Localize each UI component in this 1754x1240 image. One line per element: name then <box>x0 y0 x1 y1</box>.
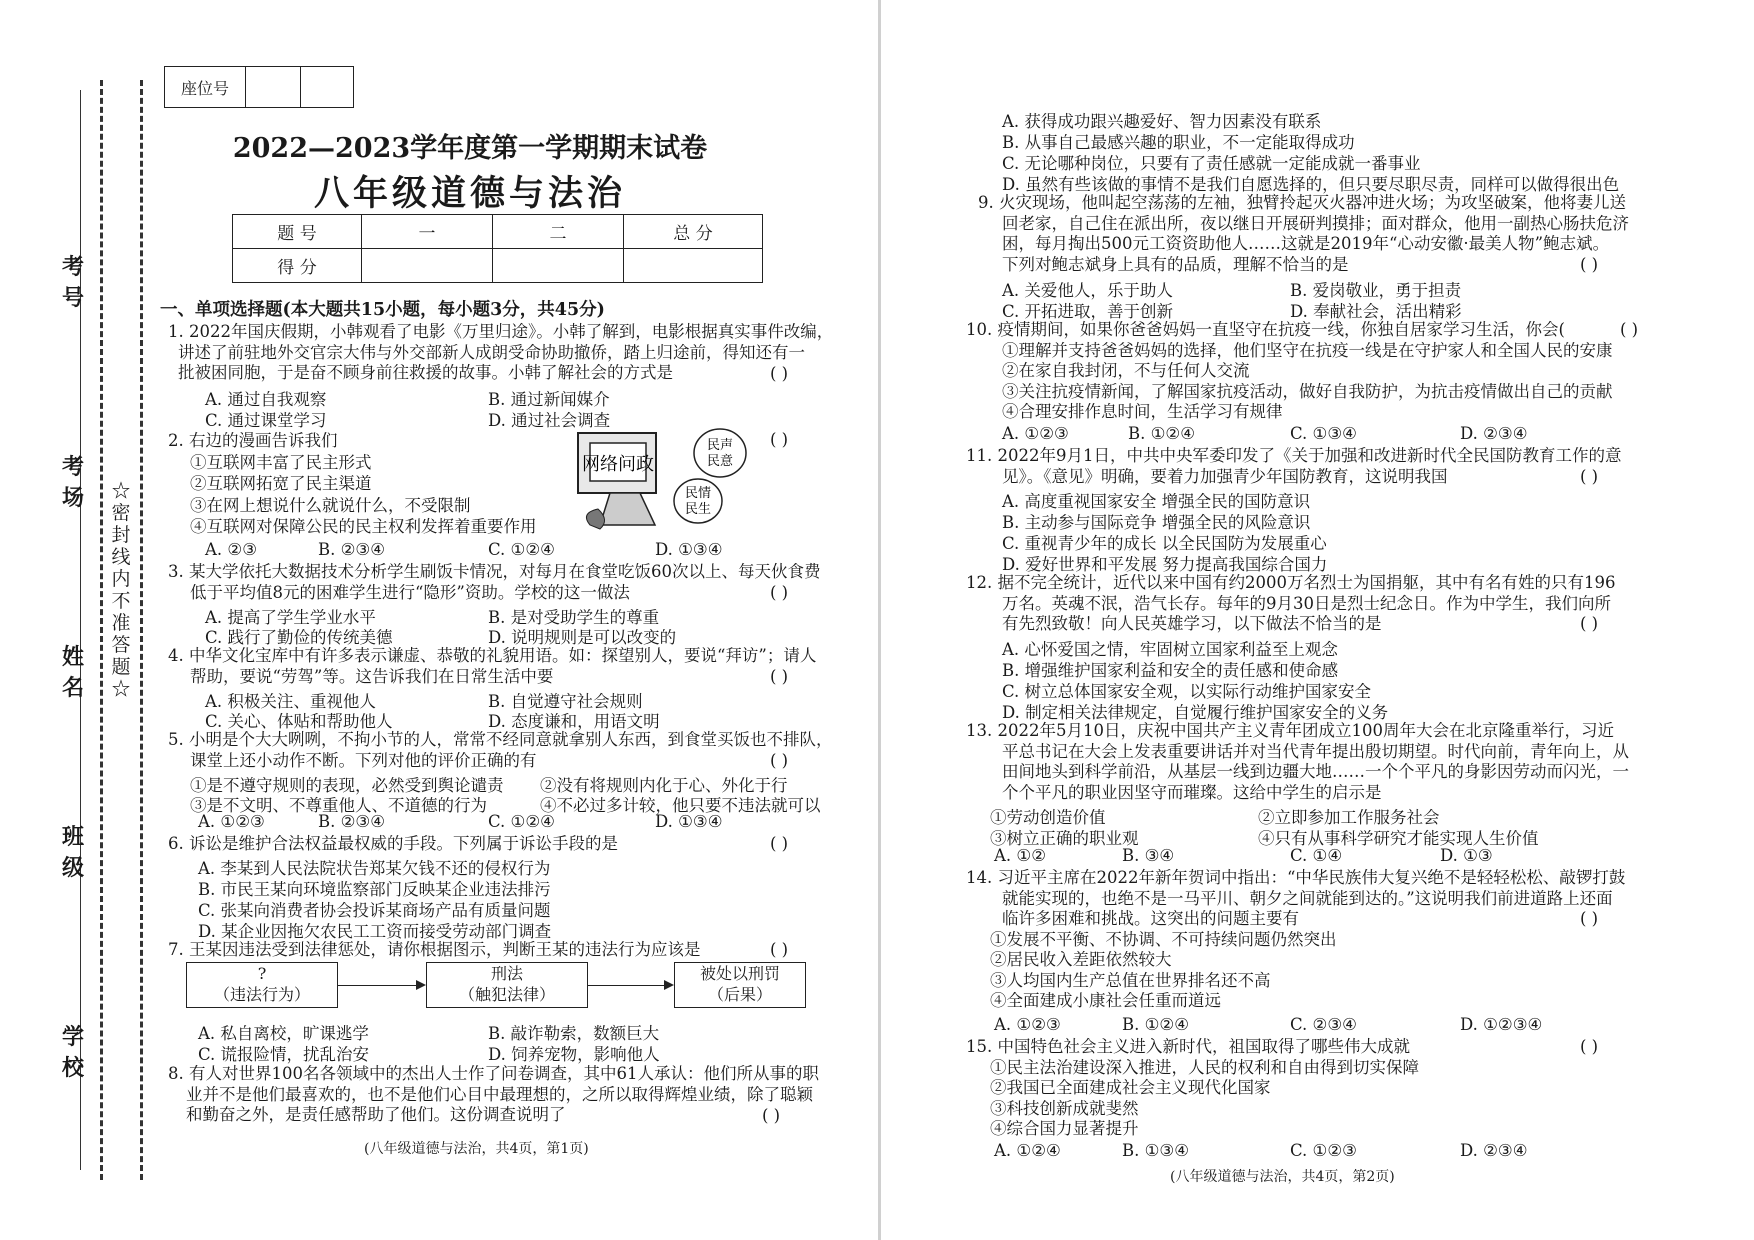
q8-option-b[interactable]: B. 从事自己最感兴趣的职业，不一定能取得成功 <box>1002 133 1355 152</box>
q5-option-d[interactable]: D. ①③④ <box>655 812 723 831</box>
answer-paren-4[interactable]: ( ) <box>770 667 789 686</box>
seal-line-1 <box>100 80 103 1180</box>
q14-item: ③人均国内生产总值在世界排名还不高 <box>990 970 1271 990</box>
q1-line: 讲述了前驻地外交官宗大伟与外交部新人成朗受命协助撤侨，踏上归途前，得知还有一 <box>178 342 805 362</box>
question-4 <box>168 646 816 687</box>
flow-box-behavior <box>186 962 338 1008</box>
answer-paren-14[interactable]: ( ) <box>1580 909 1599 928</box>
q10-option-a[interactable]: A. ①②③ <box>1002 424 1069 443</box>
answer-paren-11[interactable]: ( ) <box>1580 467 1599 486</box>
right-page <box>880 0 1754 1240</box>
answer-paren-12[interactable]: ( ) <box>1580 614 1599 633</box>
q12-line: 12. 据不完全统计，近代以来中国有约2000万名烈士为国捐躯，其中有名有姓的只有196 <box>966 573 1616 592</box>
q11-option-d[interactable]: D. 爱好世界和平发展 努力提高我国综合国力 <box>1002 555 1328 574</box>
q15-item: ①民主法治建设深入推进，人民的权利和自由得到切实保障 <box>990 1057 1419 1077</box>
q6-option-d[interactable]: D. 某企业因拖欠农民工工资而接受劳动部门调查 <box>198 922 552 941</box>
q14-item: ④全面建成小康社会任重而道远 <box>990 991 1221 1010</box>
question-9 <box>978 193 1629 275</box>
q14-option-c[interactable]: C. ②③④ <box>1290 1015 1357 1034</box>
q5-line: 5. 小明是个大大咧咧，不拘小节的人，常常不经同意就拿别人东西，到食堂买饭也不排队， <box>168 730 833 749</box>
subject-title: 八年级道德与法治 <box>313 173 626 214</box>
q7-option-b[interactable]: B. 敲诈勒索，数额巨大 <box>488 1024 660 1043</box>
score-cell-1[interactable] <box>362 249 493 283</box>
seal-line-2 <box>140 80 143 1180</box>
q1-option-a[interactable]: A. 通过自我观察 <box>205 390 327 409</box>
flow-arrow-1 <box>338 985 424 986</box>
q3-line: 3. 某大学依托大数据技术分析学生刷饭卡情况，对每月在食堂吃饭60次以上、每天伙食费 <box>168 562 821 581</box>
q14-item: ①发展不平衡、不协调、不可持续问题仍然突出 <box>990 929 1337 949</box>
q12-option-d[interactable]: D. 制定相关法律规定，自觉履行维护国家安全的义务 <box>1002 703 1389 722</box>
kaochang-label: 考场 <box>62 454 85 511</box>
answer-paren-10[interactable]: ( ) <box>1620 320 1639 339</box>
q15-item: ③科技创新成就斐然 <box>990 1098 1139 1118</box>
q2-item: ②互联网拓宽了民主渠道 <box>190 474 372 493</box>
q7-option-c[interactable]: C. 谎报险情，扰乱治安 <box>198 1045 370 1064</box>
page-footer-right: (八年级道德与法治，共4页，第2页) <box>1170 1169 1395 1185</box>
question-2 <box>168 430 537 538</box>
question-15 <box>966 1037 1419 1140</box>
score-header-2: 二 <box>493 215 624 249</box>
seat-cell-2[interactable] <box>301 67 354 108</box>
flow-box-1-bottom: （违法行为） <box>213 985 310 1004</box>
cartoon-screen-text: 网络问政 <box>582 454 654 475</box>
answer-paren-8[interactable]: ( ) <box>762 1106 781 1125</box>
score-header-1: 一 <box>362 215 493 249</box>
q7-line: 7. 王某因违法受到法律惩处，请你根据图示，判断王某的违法行为应该是 <box>168 940 701 959</box>
flow-box-2-bottom: （触犯法律） <box>458 985 555 1004</box>
q4-option-c[interactable]: C. 关心、体贴和帮助他人 <box>205 712 393 731</box>
q9-option-d[interactable]: D. 奉献社会，活出精彩 <box>1290 302 1462 321</box>
answer-paren-7[interactable]: ( ) <box>770 940 789 959</box>
q1-option-d[interactable]: D. 通过社会调查 <box>488 411 611 430</box>
question-8 <box>168 1064 819 1126</box>
q9-option-b[interactable]: B. 爱岗敬业，勇于担责 <box>1290 281 1462 300</box>
q10-item: ④合理安排作息时间，生活学习有规律 <box>1002 402 1283 421</box>
q10-item: ③关注抗疫情新闻，了解国家抗疫活动，做好自我防护，为抗击疫情做出自己的贡献 <box>1002 381 1613 401</box>
question-5 <box>168 730 833 771</box>
score-cell-2[interactable] <box>493 249 624 283</box>
q14-option-d[interactable]: D. ①②③④ <box>1460 1015 1543 1034</box>
q10-option-b[interactable]: B. ①②④ <box>1128 424 1195 443</box>
question-10 <box>966 320 1613 423</box>
q7-option-a[interactable]: A. 私自离校，旷课逃学 <box>198 1024 369 1043</box>
q2-item: ④互联网对保障公民的民主权利发挥着重要作用 <box>190 517 537 536</box>
q2-item: ③在网上想说什么就说什么，不受限制 <box>190 495 471 515</box>
q13-line: 平总书记在大会上发表重要讲话并对当代青年提出殷切期望。时代向前，青年向上，从 <box>1002 741 1629 761</box>
q6-line: 6. 诉讼是维护合法权益最权威的手段。下列属于诉讼手段的是 <box>168 834 618 853</box>
q14-item: ②居民收入差距依然较大 <box>990 950 1172 969</box>
q2-option-a[interactable]: A. ②③ <box>205 540 257 559</box>
q14-line: 就能实现的，也绝不是一马平川、朝夕之间就能到达的。”这说明我们前进道路上还面 <box>1002 888 1613 908</box>
q12-option-a[interactable]: A. 心怀爱国之情，牢固树立国家利益至上观念 <box>1002 640 1338 659</box>
q14-option-a[interactable]: A. ①②③ <box>994 1015 1061 1034</box>
flow-box-3-top: 被处以刑罚 <box>699 964 780 983</box>
q8-option-a[interactable]: A. 获得成功跟兴趣爱好、智力因素没有联系 <box>1002 112 1322 131</box>
q15-item: ④综合国力显著提升 <box>990 1119 1139 1138</box>
seal-notice: ☆密封线内不准答题☆ <box>111 480 131 700</box>
q12-line: 有先烈致敬！向人民英雄学习，以下做法不恰当的是 <box>1002 614 1382 633</box>
q9-option-a[interactable]: A. 关爱他人，乐于助人 <box>1002 281 1173 300</box>
q3-option-a[interactable]: A. 提高了学生学业水平 <box>205 608 376 627</box>
q2-line: 2. 右边的漫画告诉我们 <box>168 431 338 450</box>
q5-item-4: ④不必过多计较，他只要不违法就可以 <box>540 796 821 815</box>
binding-strip <box>0 0 150 1240</box>
q1-line: 1. 2022年国庆假期，小韩观看了电影《万里归途》。小韩了解到，电影根据真实事件改编， <box>168 322 834 341</box>
q13-line: 13. 2022年5月10日，庆祝中国共产主义青年团成立100周年大会在北京隆重举行，习近 <box>966 721 1614 740</box>
q11-option-b[interactable]: B. 主动参与国际竞争 增强全民的风险意识 <box>1002 513 1311 532</box>
q13-option-a[interactable]: A. ①② <box>994 846 1046 865</box>
score-header-label: 题 号 <box>233 215 362 249</box>
q5-option-c[interactable]: C. ①②④ <box>488 812 555 831</box>
q1-option-c[interactable]: C. 通过课堂学习 <box>205 411 327 430</box>
page-footer-left: (八年级道德与法治，共4页，第1页) <box>364 1141 589 1157</box>
q5-item-2: ②没有将规则内化于心、外化于行 <box>540 776 788 795</box>
q5-option-b[interactable]: B. ②③④ <box>318 812 385 831</box>
flow-arrow-2 <box>588 985 672 986</box>
answer-paren-5[interactable]: ( ) <box>770 751 789 770</box>
score-header-total: 总 分 <box>624 215 763 249</box>
q13-item-1: ①劳动创造价值 <box>990 808 1106 827</box>
q3-option-c[interactable]: C. 践行了勤俭的传统美德 <box>205 628 393 647</box>
cartoon-image <box>570 425 750 535</box>
q14-line: 14. 习近平主席在2022年新年贺词中指出：“中华民族伟大复兴绝不是轻轻松松、敲锣打鼓 <box>966 868 1626 887</box>
q12-option-c[interactable]: C. 树立总体国家安全观，以实际行动维护国家安全 <box>1002 682 1372 701</box>
q15-item: ②我国已全面建成社会主义现代化国家 <box>990 1078 1271 1097</box>
q2-option-b[interactable]: B. ②③④ <box>318 540 385 559</box>
q15-option-c[interactable]: C. ①②③ <box>1290 1141 1357 1160</box>
cartoon-bubble-2b: 民生 <box>684 502 712 517</box>
q4-option-b[interactable]: B. 自觉遵守社会规则 <box>488 692 643 711</box>
question-3 <box>168 562 820 603</box>
q7-option-d[interactable]: D. 饲养宠物，影响他人 <box>488 1045 660 1064</box>
q3-option-d[interactable]: D. 说明规则是可以改变的 <box>488 628 677 647</box>
q5-option-a[interactable]: A. ①②③ <box>198 812 265 831</box>
q10-item: ②在家自我封闭，不与任何人交流 <box>1002 361 1250 380</box>
q14-line: 临许多困难和挑战。这突出的问题主要有 <box>1002 909 1299 928</box>
xuexiao-label: 学校 <box>62 1024 85 1081</box>
flow-box-law <box>426 962 588 1008</box>
q13-option-b[interactable]: B. ③④ <box>1122 846 1175 865</box>
q6-option-c[interactable]: C. 张某向消费者协会投诉某商场产品有质量问题 <box>198 901 551 920</box>
q1-option-b[interactable]: B. 通过新闻媒介 <box>488 390 610 409</box>
q15-line: 15. 中国特色社会主义进入新时代，祖国取得了哪些伟大成就 <box>966 1037 1410 1056</box>
q10-option-d[interactable]: D. ②③④ <box>1460 424 1528 443</box>
q8-option-c[interactable]: C. 无论哪种岗位，只要有了责任感就一定能成就一番事业 <box>1002 154 1421 173</box>
question-1 <box>168 322 833 384</box>
q13-item-2: ②立即参加工作服务社会 <box>1258 808 1440 827</box>
q9-line: 困，每月掏出500元工资资助他人……这就是2019年“心动安徽·最美人物”鲍志斌。 <box>1002 234 1610 253</box>
q11-line: 11. 2022年9月1日，中共中央军委印发了《关于加强和改进新时代全民国防教育工作的意 <box>966 446 1622 465</box>
q8-line: 8. 有人对世界100名各领域中的杰出人士作了问卷调查，其中61人承认：他们所从事的职 <box>168 1064 819 1083</box>
flow-box-1-top: ? <box>257 964 267 983</box>
q13-item-3: ③树立正确的职业观 <box>990 829 1139 848</box>
q2-item: ①互联网丰富了民主形式 <box>190 452 372 472</box>
question-12 <box>966 573 1615 635</box>
answer-paren-9[interactable]: ( ) <box>1580 255 1599 274</box>
q10-item: ①理解并支持爸爸妈妈的选择，他们坚守在抗疫一线是在守护家人和全国人民的安康 <box>1002 340 1613 360</box>
q4-option-d[interactable]: D. 态度谦和，用语文明 <box>488 712 660 731</box>
score-cell-total[interactable] <box>624 249 763 283</box>
question-14 <box>966 868 1625 1012</box>
q8-option-d[interactable]: D. 虽然有些该做的事情不是我们自愿选择的，但只要尽职尽责，同样可以做得很出色 <box>1002 175 1620 194</box>
q13-line: 个个平凡的职业因坚守而璀璨。这给中学生的启示是 <box>1002 782 1382 802</box>
q2-option-c[interactable]: C. ①②④ <box>488 540 555 559</box>
seat-cell-1[interactable] <box>246 67 301 108</box>
q8-line: 和勤奋之外，是责任感帮助了他们。这份调查说明了 <box>186 1105 566 1124</box>
seat-number-box <box>164 66 354 108</box>
q9-line: 回老家，自己住在派出所，夜以继日开展研判摸排；面对群众，他用一副热心肠扶危济 <box>1002 213 1629 233</box>
q5-item-3: ③是不文明、不尊重他人、不道德的行为 <box>190 796 487 815</box>
q11-option-a[interactable]: A. 高度重视国家安全 增强全民的国防意识 <box>1002 492 1311 511</box>
q2-option-d[interactable]: D. ①③④ <box>655 540 723 559</box>
answer-paren-1[interactable]: ( ) <box>770 364 789 383</box>
q14-option-b[interactable]: B. ①②④ <box>1122 1015 1189 1034</box>
cartoon-bubble-1b: 民意 <box>706 454 734 469</box>
q15-option-a[interactable]: A. ①②④ <box>994 1141 1061 1160</box>
answer-paren-15[interactable]: ( ) <box>1580 1037 1599 1056</box>
section-heading: 一、单项选择题(本大题共15小题，每小题3分，共45分) <box>160 300 605 320</box>
q4-line: 帮助，要说“劳驾”等。这告诉我们在日常生活中要 <box>190 666 554 686</box>
q13-line: 田间地头到科学前沿，从基层一线到边疆大地……一个个平凡的身影因劳动而闪光，一 <box>1002 762 1629 781</box>
cartoon-bubble-2a: 民情 <box>684 486 712 501</box>
cartoon-bubble-1a: 民声 <box>706 438 734 453</box>
flow-box-2-top: 刑法 <box>490 964 523 983</box>
q13-item-4: ④只有从事科学研究才能实现人生价值 <box>1258 829 1539 848</box>
kaohao-label: 考号 <box>62 254 85 311</box>
q12-option-b[interactable]: B. 增强维护国家利益和安全的责任感和使命感 <box>1002 661 1339 680</box>
q5-item-1: ①是不遵守规则的表现，必然受到舆论谴责 <box>190 776 504 795</box>
q13-option-d[interactable]: D. ①③ <box>1440 846 1493 865</box>
q4-line: 4. 中华文化宝库中有许多表示谦虚、恭敬的礼貌用语。如：探望别人，要说“拜访”；请人 <box>168 646 817 665</box>
xingming-label: 姓名 <box>62 644 85 701</box>
answer-paren-2[interactable]: ( ) <box>770 430 789 449</box>
q3-line: 低于平均值8元的困难学生进行“隐形”资助。学校的这一做法 <box>190 582 630 602</box>
q6-option-a[interactable]: A. 李某到人民法院状告郑某欠钱不还的侵权行为 <box>198 859 551 878</box>
answer-paren-3[interactable]: ( ) <box>770 583 789 602</box>
exam-title: 2022—2023学年度第一学期期末试卷 <box>232 133 708 164</box>
q11-line: 见》。《意见》明确，要着力加强青少年国防教育，这说明我国 <box>1002 466 1448 486</box>
banji-label: 班级 <box>62 824 85 881</box>
q9-line: 9. 火灾现场，他叫起空荡荡的左袖，独臂拎起灭火器冲进火场；为攻坚破案，他将妻儿送 <box>978 193 1626 212</box>
flow-box-result <box>674 962 806 1008</box>
flow-box-3-bottom: （后果） <box>707 985 772 1004</box>
q9-option-c[interactable]: C. 开拓进取，善于创新 <box>1002 302 1174 321</box>
q12-line: 万名。英魂不泯，浩气长存。每年的9月30日是烈士纪念日。作为中学生，我们向所 <box>1002 593 1611 613</box>
seat-label: 座位号 <box>165 67 246 108</box>
q5-line: 课堂上还小动作不断。下列对他的评价正确的有 <box>190 750 537 770</box>
q13-option-c[interactable]: C. ①④ <box>1290 846 1343 865</box>
q9-line: 下列对鲍志斌身上具有的品质，理解不恰当的是 <box>1002 254 1349 274</box>
q10-option-c[interactable]: C. ①③④ <box>1290 424 1357 443</box>
question-11 <box>966 446 1621 487</box>
q1-line: 批被困同胞，于是奋不顾身前往救援的故事。小韩了解社会的方式是 <box>178 363 673 382</box>
q6-option-b[interactable]: B. 市民王某向环境监察部门反映某企业违法排污 <box>198 880 551 899</box>
q4-option-a[interactable]: A. 积极关注、重视他人 <box>205 692 376 711</box>
question-6 <box>168 834 618 855</box>
answer-paren-6[interactable]: ( ) <box>770 834 789 853</box>
q15-option-d[interactable]: D. ②③④ <box>1460 1141 1528 1160</box>
score-row-label: 得 分 <box>233 249 362 283</box>
q15-option-b[interactable]: B. ①③④ <box>1122 1141 1189 1160</box>
q8-line: 业并不是他们最喜欢的，也不是他们心目中最理想的，之所以取得辉煌业绩，除了聪颖 <box>186 1084 813 1104</box>
question-13 <box>966 721 1629 803</box>
q3-option-b[interactable]: B. 是对受助学生的尊重 <box>488 608 660 627</box>
question-7 <box>168 940 701 961</box>
score-table <box>232 214 763 283</box>
q11-option-c[interactable]: C. 重视青少年的成长 以全民国防为发展重心 <box>1002 534 1327 553</box>
q10-line: 10. 疫情期间，如果你爸爸妈妈一直坚守在抗疫一线，你独自居家学习生活，你会( <box>966 320 1565 339</box>
